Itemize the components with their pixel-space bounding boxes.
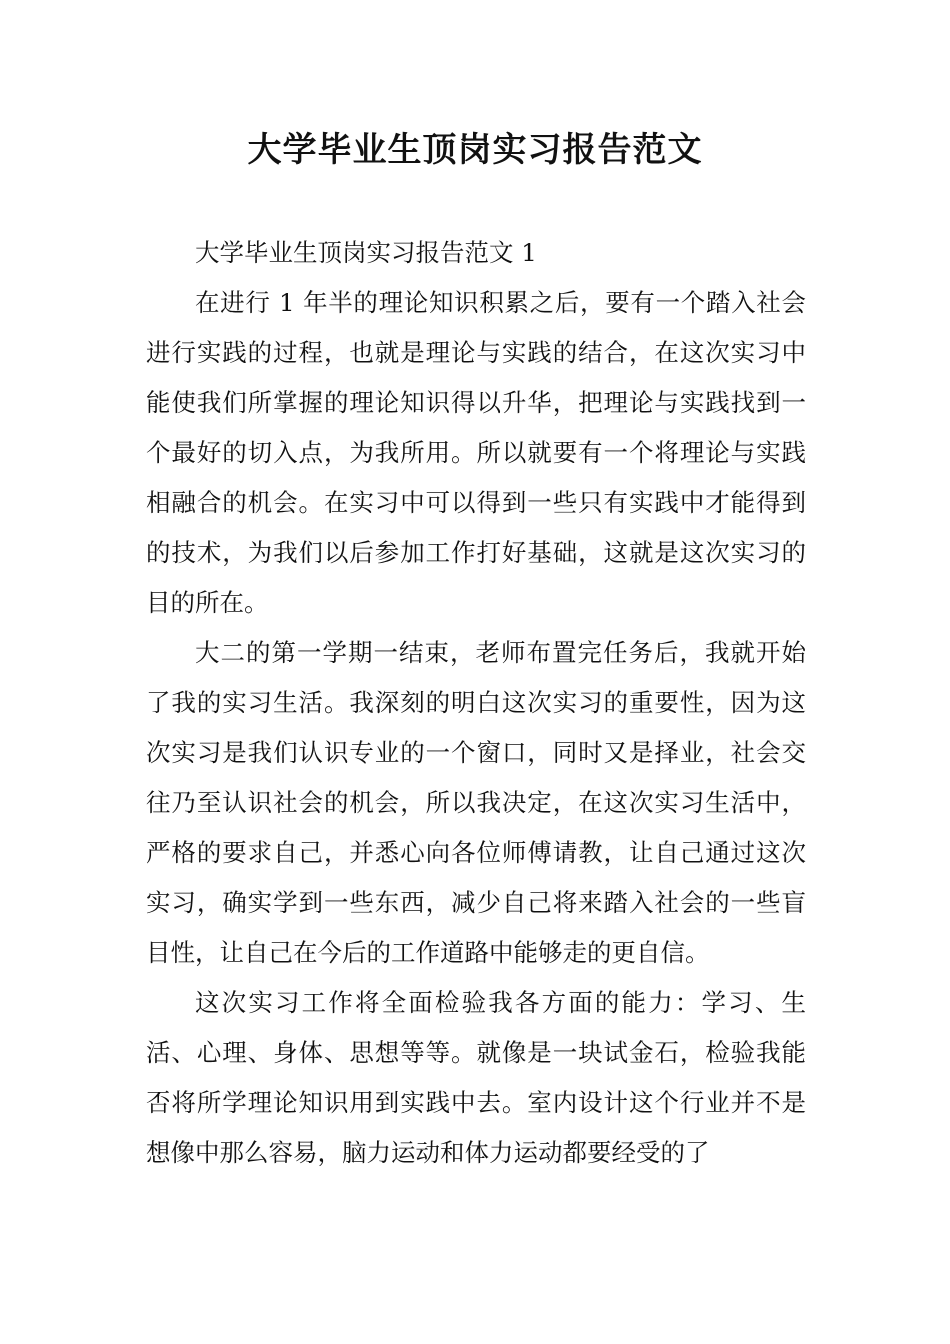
document-title: 大学毕业生顶岗实习报告范文 [247, 130, 703, 170]
paragraph: 大二的第一学期一结束，老师布置完任务后，我就开始了我的实习生活。我深刻的明白这次实习的重要性，因为这次实习是我们认识专业的一个窗口，同时又是择业，社会交往乃至认识社会的机会，所以我决定，在这次实习生活中，严格的要求自己，并悉心向各位师傅请教，让自己通过这次实习，确实学到一些东西，减少自己将来踏入社会的一些盲目性，让自己在今后的工作道路中能够走的更自信。 [146, 638, 806, 967]
paragraph: 这次实习工作将全面检验我各方面的能力：学习、生活、心理、身体、思想等等。就像是一块试金石，检验我能否将所学理论知识用到实践中去。室内设计这个行业并不是想像中那么容易，脑力运动和体力运动都要经受的了 [146, 988, 806, 1167]
document-body [146, 228, 806, 1178]
section-heading: 大学毕业生顶岗实习报告范文 1 [195, 238, 537, 267]
paragraph: 在进行 1 年半的理论知识积累之后，要有一个踏入社会进行实践的过程，也就是理论与实践的结合，在这次实习中能使我们所掌握的理论知识得以升华，把理论与实践找到一个最好的切入点，为我所用。所以就要有一个将理论与实践相融合的机会。在实习中可以得到一些只有实践中才能得到的技术，为我们以后参加工作打好基础，这就是这次实习的目的所在。 [146, 288, 806, 617]
